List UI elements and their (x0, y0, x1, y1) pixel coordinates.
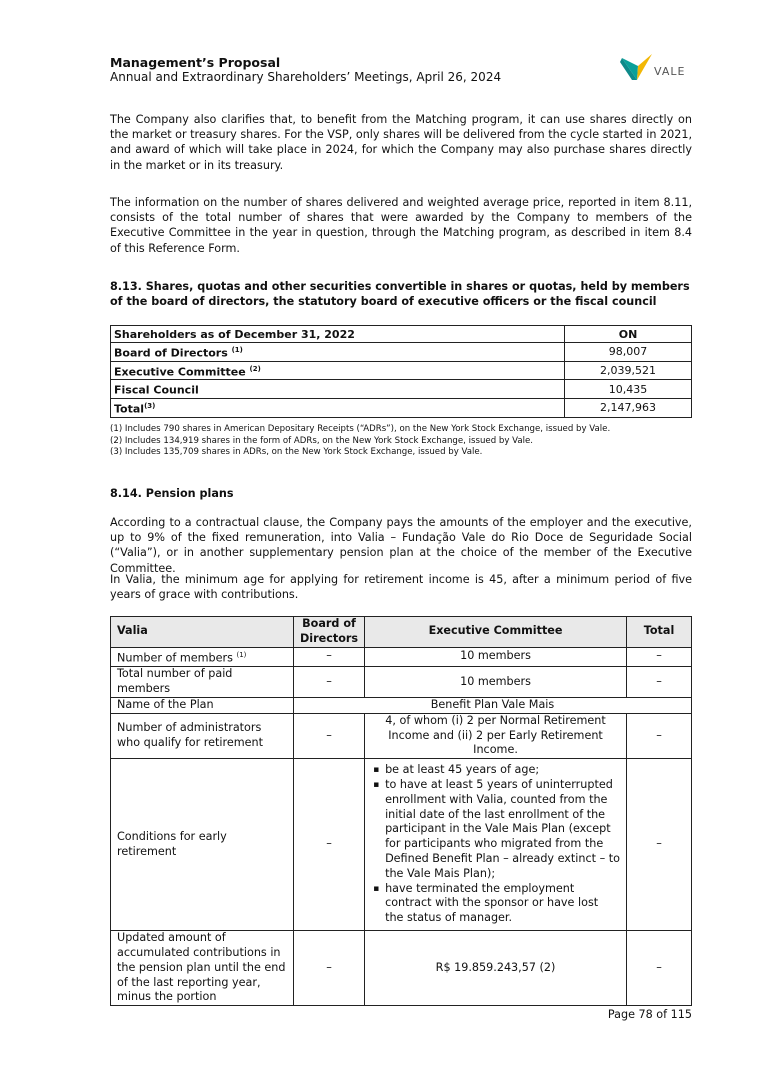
header-total: Total (627, 617, 692, 648)
row-label-text: Number of members (117, 651, 233, 665)
cell-board: – (294, 713, 365, 758)
table-row (111, 361, 692, 380)
paragraph-minimum-age: In Valia, the minimum age for applying for retirement income is 45, after a minimum period of five years of grace with contributions. (110, 573, 692, 602)
header-board: Board of Directors (294, 617, 365, 648)
row-label (111, 398, 565, 417)
logo-text: VALE (654, 65, 686, 78)
cell-executive: R$ 19.859.243,57 (2) (365, 931, 627, 1006)
header-subtitle: Annual and Extraordinary Shareholders’ Meetings, April 26, 2024 (110, 70, 502, 84)
cell-board: – (294, 759, 365, 931)
row-value: 2,147,963 (565, 398, 692, 417)
table-row (111, 759, 692, 931)
header-valia: Valia (111, 617, 294, 648)
cell-total: – (627, 759, 692, 931)
row-value: 98,007 (565, 343, 692, 362)
cell-executive: 10 members (365, 667, 627, 698)
row-label: Updated amount of accumulated contributions in the pension plan until the end of the last reporting year, minus the portion (111, 931, 294, 1006)
row-label: Number of administrators who qualify for retirement (111, 713, 294, 758)
header-title: Management’s Proposal (110, 55, 281, 70)
shares-table (110, 325, 692, 418)
table-row (111, 343, 692, 362)
row-label: Conditions for early retirement (111, 759, 294, 931)
footnote: (3) Includes 135,709 shares in ADRs, on the New York Stock Exchange, issued by Vale. (110, 447, 483, 457)
cell-executive: 4, of whom (i) 2 per Normal Retirement Income and (ii) 2 per Early Retirement Income. (365, 713, 627, 758)
row-label: Total number of paid members (111, 667, 294, 698)
page-number: Page 78 of 115 (607, 1008, 692, 1021)
cell-executive (365, 759, 627, 931)
table-header-row (111, 617, 692, 648)
vale-logo-icon (620, 52, 654, 82)
paragraph-shares-delivered: The information on the number of shares delivered and weighted average price, reported in item 8.11, consists of the total number of shares that were awarded by the Company to members of the Executive Committee in the year in question, through the Matching program, as described in item 8.4 of this Reference Form. (110, 196, 692, 255)
table-row (111, 931, 692, 1006)
cell-executive: 10 members (365, 647, 627, 667)
cell-total: – (627, 667, 692, 698)
cell-board: – (294, 931, 365, 1006)
section-8-14-title: 8.14. Pension plans (110, 487, 234, 500)
table-row (111, 380, 692, 399)
footnote-ref: (1) (231, 346, 243, 354)
list-item: ▪ have terminated the employment contract with the sponsor or have lost the status of manager. (385, 882, 620, 926)
table-header-row (111, 326, 692, 343)
row-label: Name of the Plan (111, 697, 294, 713)
row-label (111, 343, 565, 362)
cell-board: – (294, 647, 365, 667)
cell-plan-name: Benefit Plan Vale Mais (294, 697, 692, 713)
section-8-13-title: 8.13. Shares, quotas and other securities convertible in shares or quotas, held by members of the board of directors, the statutory board of executive officers or the fiscal council (110, 280, 690, 308)
row-label (111, 380, 565, 399)
table-footnotes (110, 424, 610, 459)
table-row (111, 398, 692, 417)
row-label-text: Fiscal Council (114, 383, 199, 397)
list-item: ▪ be at least 45 years of age; (385, 763, 620, 778)
vale-logo (620, 52, 690, 84)
row-value: 2,039,521 (565, 361, 692, 380)
footnote-ref: (1) (236, 650, 247, 659)
row-label (111, 647, 294, 667)
header-shareholders: Shareholders as of December 31, 2022 (111, 326, 565, 343)
table-row (111, 713, 692, 758)
row-label (111, 361, 565, 380)
table-row (111, 647, 692, 667)
table-row (111, 667, 692, 698)
header-on: ON (565, 326, 692, 343)
cell-total: – (627, 713, 692, 758)
table-row (111, 697, 692, 713)
row-label-text: Board of Directors (114, 346, 228, 360)
cell-total: – (627, 931, 692, 1006)
footnote: (2) Includes 134,919 shares in the form of ADRs, on the New York Stock Exchange, issued by Vale. (110, 435, 534, 446)
cell-board: – (294, 667, 365, 698)
footnote: (1) Includes 790 shares in American Depositary Receipts (“ADRs”), on the New York Stock Exchange, issued by Vale. (110, 424, 611, 434)
footnote-ref: (2) (249, 364, 261, 373)
footnote-ref: (3) (144, 401, 156, 410)
pension-table (110, 616, 692, 1006)
row-label-text: Total (114, 402, 145, 416)
paragraph-matching: The Company also clarifies that, to benefit from the Matching program, it can use shares directly on the market or treasury shares. For the VSP, only shares will be delivered from the cycle started in 2021, and award of which will take place in 2024, for which the Company may also purchase shares directly in the market or in its treasury. (110, 113, 693, 172)
page-header (110, 55, 501, 85)
list-item: ▪ to have at least 5 years of uninterrupted enrollment with Valia, counted from the initial date of the last enrollment of the participant in the Vale Mais Plan (except for participants who migrated from the Defined Benefit Plan – already extinct – to the Vale Mais Plan); (385, 778, 620, 882)
row-label-text: Executive Committee (114, 365, 246, 379)
paragraph-contractual-clause: According to a contractual clause, the Company pays the amounts of the employer and the executive, up to 9% of the fixed remuneration, into Valia – Fundação Vale do Rio Doce de Seguridade Social (“Valia”), or in another supplementary pension plan at the choice of the member of the Executive Committee. (110, 516, 692, 575)
row-value: 10,435 (565, 380, 692, 399)
conditions-list (371, 763, 620, 926)
header-executive: Executive Committee (365, 617, 627, 648)
cell-total: – (627, 647, 692, 667)
